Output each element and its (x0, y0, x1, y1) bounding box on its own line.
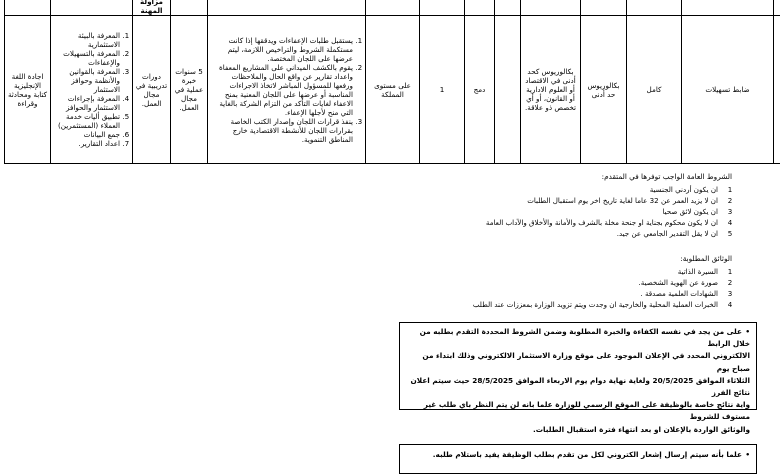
notice-line: •على من يجد في نفسه الكفاءة والخبرة المطلوبة وضمن الشروط المحددة التقدم بطلبه من خلال الرابط (404, 326, 750, 350)
list-item: 5ان لا يقل التقدير الجامعي عن جيد. (486, 228, 736, 239)
notice-line: الثلاثاء الموافق 20/5/2025 ولغاية نهاية دوام يوم الاربعاء الموافق 28/5/2025 حيث سيتم اعلان نتائج الفرز (404, 375, 750, 399)
notice-line: واية نتائج خاصة بالوظيفة على الموقع الرسمي للوزارة علما بانه لن يتم النظر باي طلب غير مستوف للشروط (404, 399, 750, 423)
competency-item: 1. المعرفة بالبيئة الاستثمارية (53, 31, 120, 49)
bullet-icon: • (742, 449, 750, 461)
competency-item: 5. تطبيق أليات خدمة العملاء (المستثمرين) (53, 112, 120, 130)
competency-item: 2. المعرفة بالتسهيلات والإعفاءات (53, 49, 120, 67)
competency-item: 6. جمع البيانات (53, 130, 120, 139)
list-item: 3الشهادات العلمية مصدقة . (473, 288, 736, 299)
list-item: 3ان يكون لائق صحيا (486, 206, 736, 217)
task-item: 1. يستقبل طلبات الإعفاءات ويدققها إذا كانت مستكملة الشروط والتراخيص اللازمة، ليتم عرضها على اللجان المختصة. (210, 36, 353, 63)
table-header-row (5, 0, 780, 16)
job-title-cell: ضابط تسهيلات (682, 16, 774, 164)
notice-line: والوثائق الواردة بالإعلان او بعد انتهاء فترة استقبال الطلبات. (404, 424, 750, 436)
footer-line: •علما بأنه سيتم إرسال إشعار الكتروني لكل من تقدم بطلب الوظيفة يفيد باستلام طلبه. (404, 449, 750, 461)
header-practice-cell: مزاولة المهنة (133, 0, 171, 16)
required-documents-title: الوثائق المطلوبة: (680, 254, 732, 263)
empty-cell (495, 16, 521, 164)
required-documents-list (473, 266, 736, 310)
general-conditions-title: الشروط العامة الواجب توفرها في المتقدم: (602, 172, 732, 181)
competencies-cell (51, 16, 133, 164)
table-row (5, 16, 780, 164)
competency-item: 4. المعرفة بإجراءات الاستثمار والحوافز (53, 94, 120, 112)
level-cell: دمج (465, 16, 495, 164)
list-item: 1ان يكون أردني الجنسية (486, 184, 736, 195)
count-cell: 1 (420, 16, 465, 164)
competency-item: 7. اعداد التقارير. (53, 139, 120, 148)
notice-line: الالكتروني المحدد في الإعلان الموجود على موقع وزارة الاستثمار الالكتروني وذلك ابتداء من صباح يوم (404, 350, 750, 374)
location-cell: على مستوى المملكة (366, 16, 420, 164)
competency-item: 3. المعرفة بالقوانين والأنظمة وحوافز الاستثمار (53, 67, 120, 94)
experience-cell: 5 سنوات خبرة عملية في مجال العمل. (171, 16, 208, 164)
courses-cell: دورات تدريبية في مجال العمل. (133, 16, 171, 164)
language-cell: اجادة اللغة الإنجليزية كتابة ومحادثة وقراءة (5, 16, 51, 164)
list-item: 2صورة عن الهوية الشخصية. (473, 277, 736, 288)
tasks-cell (208, 16, 366, 164)
list-item: 4الخبرات العملية المحلية والخارجية ان وجدت ويتم تزويد الوزارة بمعززات عند الطلب (473, 299, 736, 310)
job-type-cell: كامل (627, 16, 682, 164)
general-conditions-list (486, 184, 736, 239)
qualification-min-cell: بكالوريوس حد أدنى (581, 16, 627, 164)
list-item: 2ان لا يزيد العمر عن 32 عاما لغاية تاريخ اخر يوم استقبال الطلبات (486, 195, 736, 206)
application-notice-box (399, 322, 757, 410)
bullet-icon: • (742, 326, 750, 338)
task-item: 3. ينفذ قرارات اللجان وإصدار الكتب الخاصة بقرارات اللجان للأنشطة الاقتصادية خارج المناطق التنموية. (210, 117, 353, 144)
task-item: 2. يقوم بالكشف الميداني على المشاريع المعفاة واعداد تقارير عن واقع الحال والملاحظات ورفعها للمسؤول المباشر لاتخاذ الاجراءات المناسبة أو عرضها على اللجان المعنية بمنح الاعفاء لغايات التأكد من التزام الشركة بالغاية التي منح لأجلها الإعفاء. (210, 63, 353, 117)
job-details-table (4, 0, 780, 164)
qualification-spec-cell: بكالوريوس كحد أدنى في الاقتصاد أو العلوم الادارية أو القانون، أو أي تخصص ذو علاقة. (521, 16, 581, 164)
list-item: 1السيرة الذاتية (473, 266, 736, 277)
list-item: 4ان لا يكون محكوم بجناية او جنحة مخلة بالشرف والأمانة والأخلاق والآداب العامة (486, 217, 736, 228)
